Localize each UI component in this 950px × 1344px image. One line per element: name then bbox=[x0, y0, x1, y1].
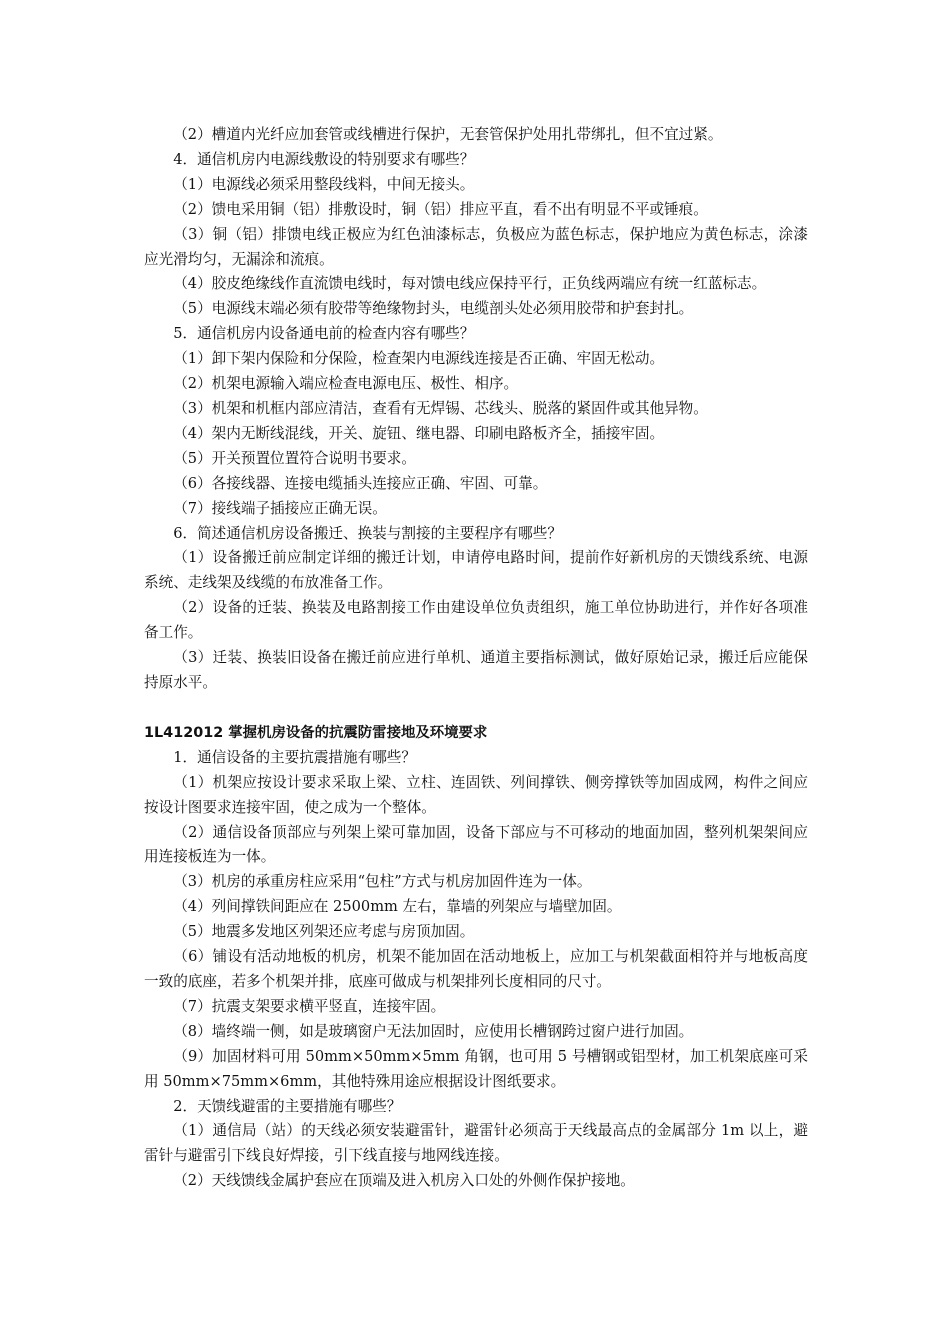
paragraph: （4）架内无断线混线，开关、旋钮、继电器、印刷电路板齐全，插接牢固。 bbox=[173, 424, 665, 442]
paragraph: （6）各接线器、连接电缆插头连接应正确、牢固、可靠。 bbox=[173, 474, 548, 492]
section-spacer bbox=[144, 696, 808, 721]
paragraph: （1）设备搬迁前应制定详细的搬迁计划，申请停电路时间，提前作好新机房的天馈线系统、电源系统、走线架及线缆的布放准备工作。 bbox=[144, 549, 808, 592]
question-heading: 2．天馈线避雷的主要措施有哪些？ bbox=[173, 1097, 402, 1115]
paragraph: （7）接线端子插接应正确无误。 bbox=[173, 499, 387, 517]
paragraph: （6）铺设有活动地板的机房，机架不能加固在活动地板上，应加工与机架截面相符并与地板高度一致的底座，若多个机架并排，底座可做成与机架排列长度相同的尺寸。 bbox=[144, 948, 808, 990]
paragraph: （3）机房的承重房柱应采用“包柱”方式与机房加固件连为一体。 bbox=[173, 873, 592, 891]
paragraph: （1）机架应按设计要求采取上梁、立柱、连固铁、列间撑铁、侧旁撑铁等加固成网，构件之间应按设计图要求连接牢固，使之成为一个整体。 bbox=[144, 773, 808, 816]
paragraph: （3）迁装、换装旧设备在搬迁前应进行单机、通道主要指标测试，做好原始记录，搬迁后应能保持原水平。 bbox=[144, 649, 808, 691]
paragraph: （2）机架电源输入端应检查电源电压、极性、相序。 bbox=[173, 375, 519, 393]
paragraph: （4）列间撑铁间距应在 2500mm 左右，靠墙的列架应与墙壁加固。 bbox=[173, 898, 622, 916]
paragraph: （5）开关预置位置符合说明书要求。 bbox=[173, 449, 416, 467]
paragraph: （4）胶皮绝缘线作直流馈电线时，每对馈电线应保持平行，正负线两端应有统一红蓝标志。 bbox=[173, 275, 767, 293]
paragraph: （9）加固材料可用 50mm×50mm×5mm 角钢，也可用 5 号槽钢或铝型材，加工机架底座可采用 50mm×75mm×6mm，其他特殊用途应根据设计图纸要求。 bbox=[144, 1047, 808, 1090]
paragraph: （2）天线馈线金属护套应在顶端及进入机房入口处的外侧作保护接地。 bbox=[173, 1172, 635, 1190]
question-heading: 1．通信设备的主要抗震措施有哪些？ bbox=[173, 748, 416, 766]
paragraph: （2）槽道内光纤应加套管或线槽进行保护，无套管保护处用扎带绑扎，但不宜过紧。 bbox=[173, 126, 723, 143]
question-heading: 5．通信机房内设备通电前的检查内容有哪些？ bbox=[173, 325, 475, 343]
paragraph: （5）地震多发地区列架还应考虑与房顶加固。 bbox=[173, 923, 475, 941]
paragraph: （2）馈电采用铜（铝）排敷设时，铜（铝）排应平直，看不出有明显不平或锤痕。 bbox=[173, 200, 708, 218]
paragraph: （1）电源线必须采用整段线料，中间无接头。 bbox=[173, 175, 475, 193]
paragraph: （1）通信局（站）的天线必须安装避雷针，避雷针必须高于天线最高点的金属部分 1m 以上，避雷针与避雷引下线良好焊接，引下线直接与地网线连接。 bbox=[144, 1122, 808, 1165]
question-heading: 4．通信机房内电源线敷设的特别要求有哪些？ bbox=[173, 150, 475, 168]
paragraph: （3）机架和机框内部应清洁，查看有无焊锡、芯线头、脱落的紧固件或其他异物。 bbox=[173, 399, 708, 417]
paragraph: （2）设备的迁装、换装及电路割接工作由建设单位负责组织，施工单位协助进行，并作好各项准备工作。 bbox=[144, 599, 808, 642]
paragraph: （7）抗震支架要求横平竖直，连接牢固。 bbox=[173, 997, 446, 1015]
paragraph: （5）电源线末端必须有胶带等绝缘物封头，电缆剖头处必须用胶带和护套封扎。 bbox=[173, 300, 694, 318]
paragraph: （3）铜（铝）排馈电线正极应为红色油漆标志，负极应为蓝色标志，保护地应为黄色标志，涂漆应光滑均匀，无漏涂和流痕。 bbox=[144, 225, 808, 268]
section-heading: 1L412012 掌握机房设备的抗震防雷接地及环境要求 bbox=[144, 724, 488, 741]
document-body bbox=[144, 123, 808, 1194]
question-heading: 6．简述通信机房设备搬迁、换装与割接的主要程序有哪些？ bbox=[173, 524, 562, 542]
paragraph: （2）通信设备顶部应与列架上梁可靠加固，设备下部应与不可移动的地面加固，整列机架架间应用连接板连为一体。 bbox=[144, 823, 808, 866]
paragraph: （8）墙终端一侧，如是玻璃窗户无法加固时，应使用长槽钢跨过窗户进行加固。 bbox=[173, 1022, 694, 1040]
paragraph: （1）卸下架内保险和分保险，检查架内电源线连接是否正确、牢固无松动。 bbox=[173, 350, 665, 368]
